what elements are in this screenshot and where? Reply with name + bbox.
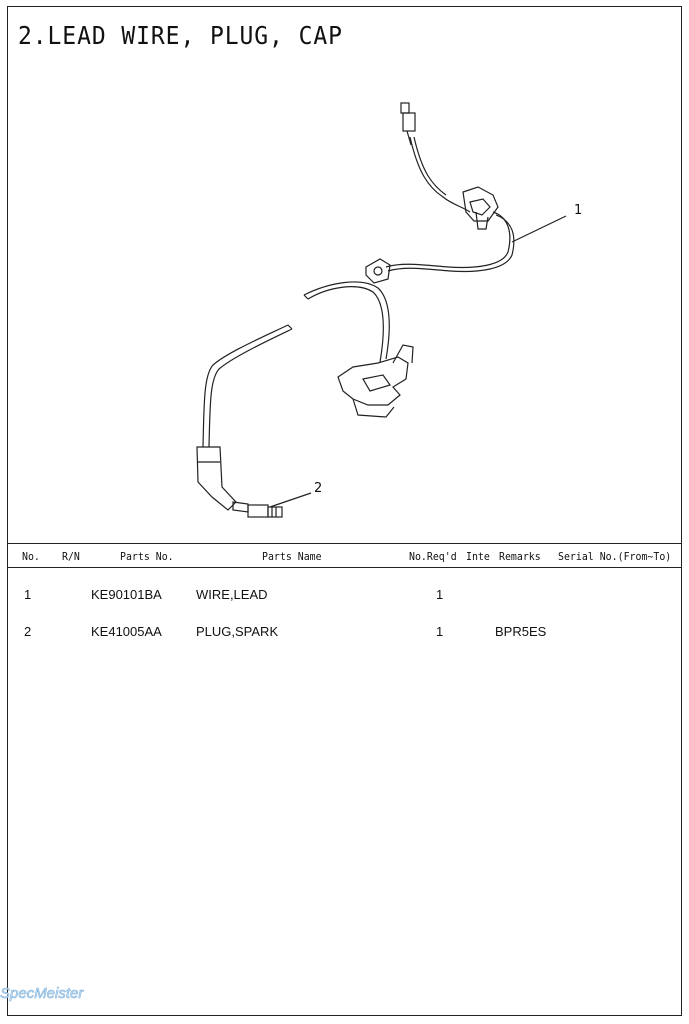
row-1-parts-name: WIRE,LEAD: [196, 587, 268, 602]
col-header-remarks: Remarks: [499, 550, 541, 563]
col-header-inte: Inte: [466, 550, 490, 563]
col-header-serial: Serial No.(From~To): [558, 550, 672, 563]
col-header-rn: R/N: [62, 550, 80, 563]
col-header-no: No.: [22, 550, 40, 563]
wire-clamp: [463, 187, 498, 229]
plug-cap-boot: [197, 447, 236, 510]
row-2-parts-name: PLUG,SPARK: [196, 624, 279, 639]
plug-cap-connector: [366, 259, 390, 283]
row-1-req: 1: [436, 587, 444, 602]
lead-wire: [410, 137, 470, 212]
row-2-no: 2: [24, 624, 32, 639]
header-rule-bottom: [8, 567, 681, 568]
col-header-req: No.Req'd: [409, 550, 457, 563]
parts-sheet: [7, 6, 682, 1016]
watermark-logo: SpecMeister: [0, 985, 84, 1002]
parts-diagram: [8, 7, 683, 537]
callout-1-leader: [512, 216, 566, 242]
row-2-parts-no: KE41005AA: [91, 624, 162, 639]
col-header-parts-no: Parts No.: [120, 550, 174, 563]
ignition-coil: [338, 345, 413, 417]
page-title: 2.LEAD WIRE, PLUG, CAP: [18, 21, 343, 50]
header-rule-top: [8, 543, 681, 544]
row-1-parts-no: KE90101BA: [91, 587, 162, 602]
spark-plug: [233, 502, 282, 517]
callout-2: 2: [314, 481, 323, 496]
row-1-no: 1: [24, 587, 32, 602]
callout-2-leader: [270, 493, 311, 507]
row-2-req: 1: [436, 624, 444, 639]
lead-wire-terminal: [401, 103, 415, 145]
callout-1: 1: [574, 203, 583, 218]
col-header-parts-name: Parts Name: [262, 550, 322, 563]
row-2-remarks: BPR5ES: [495, 624, 547, 639]
